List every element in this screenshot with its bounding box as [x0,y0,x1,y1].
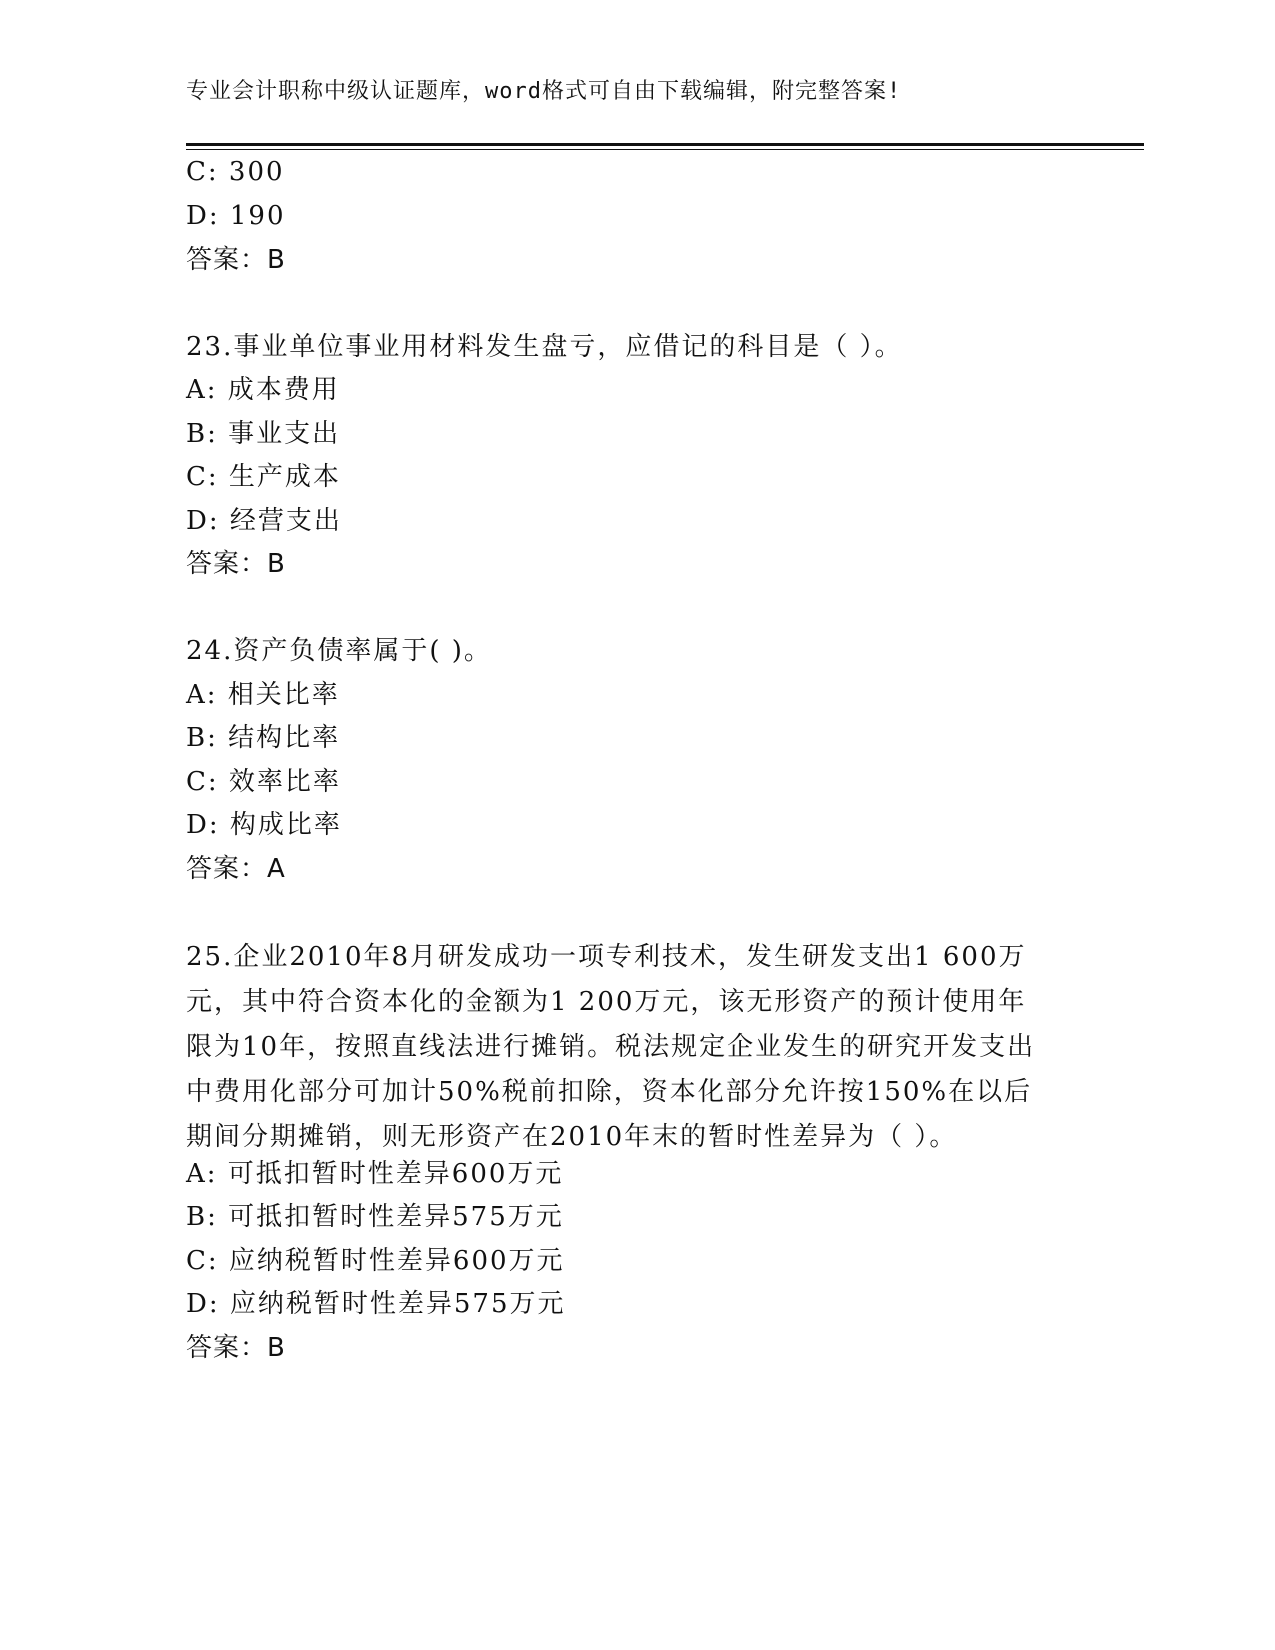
q24-option-b: B: 结构比率 [186,723,341,753]
q25-stem-line: 元，其中符合资本化的金额为1 200万元，该无形资产的预计使用年 [186,987,1027,1017]
q25-stem-line: 期间分期摊销，则无形资产在2010年末的暂时性差异为（ ）。 [186,1122,958,1152]
q22-option-c: C: 300 [186,157,285,187]
q25-stem-line: 限为10年，按照直线法进行摊销。税法规定企业发生的研究开发支出 [186,1032,1036,1062]
page-header-text: 专业会计职称中级认证题库，word格式可自由下载编辑，附完整答案! [186,79,902,104]
q24-answer: 答案：A [186,854,286,884]
q23-option-d: D: 经营支出 [186,506,342,536]
q23-answer: 答案：B [186,549,286,579]
q23-stem: 23.事业单位事业用材料发生盘亏，应借记的科目是（ ）。 [186,332,903,362]
q25-stem [186,935,1066,1160]
q25-stem-line: 中费用化部分可加计50%税前扣除，资本化部分允许按150%在以后 [186,1077,1033,1107]
q22-answer: 答案：B [186,245,286,275]
q25-option-b: B: 可抵扣暂时性差异575万元 [186,1202,564,1232]
header-rule-thin [186,149,1144,150]
q25-stem-line: 25.企业2010年8月研发成功一项专利技术，发生研发支出1 600万 [186,942,1027,972]
q24-stem: 24.资产负债率属于( )。 [186,636,492,666]
q22-option-d: D: 190 [186,201,286,231]
q23-option-b: B: 事业支出 [186,419,341,449]
header-rule-thick [186,143,1144,146]
q25-option-d: D: 应纳税暂时性差异575万元 [186,1289,566,1319]
q24-option-d: D: 构成比率 [186,810,342,840]
q24-option-c: C: 效率比率 [186,767,341,797]
q25-option-c: C: 应纳税暂时性差异600万元 [186,1246,565,1276]
q24-option-a: A: 相关比率 [186,680,340,710]
q23-option-a: A: 成本费用 [186,375,340,405]
q25-option-a: A: 可抵扣暂时性差异600万元 [186,1159,564,1189]
q25-answer: 答案：B [186,1333,286,1363]
q23-option-c: C: 生产成本 [186,462,341,492]
